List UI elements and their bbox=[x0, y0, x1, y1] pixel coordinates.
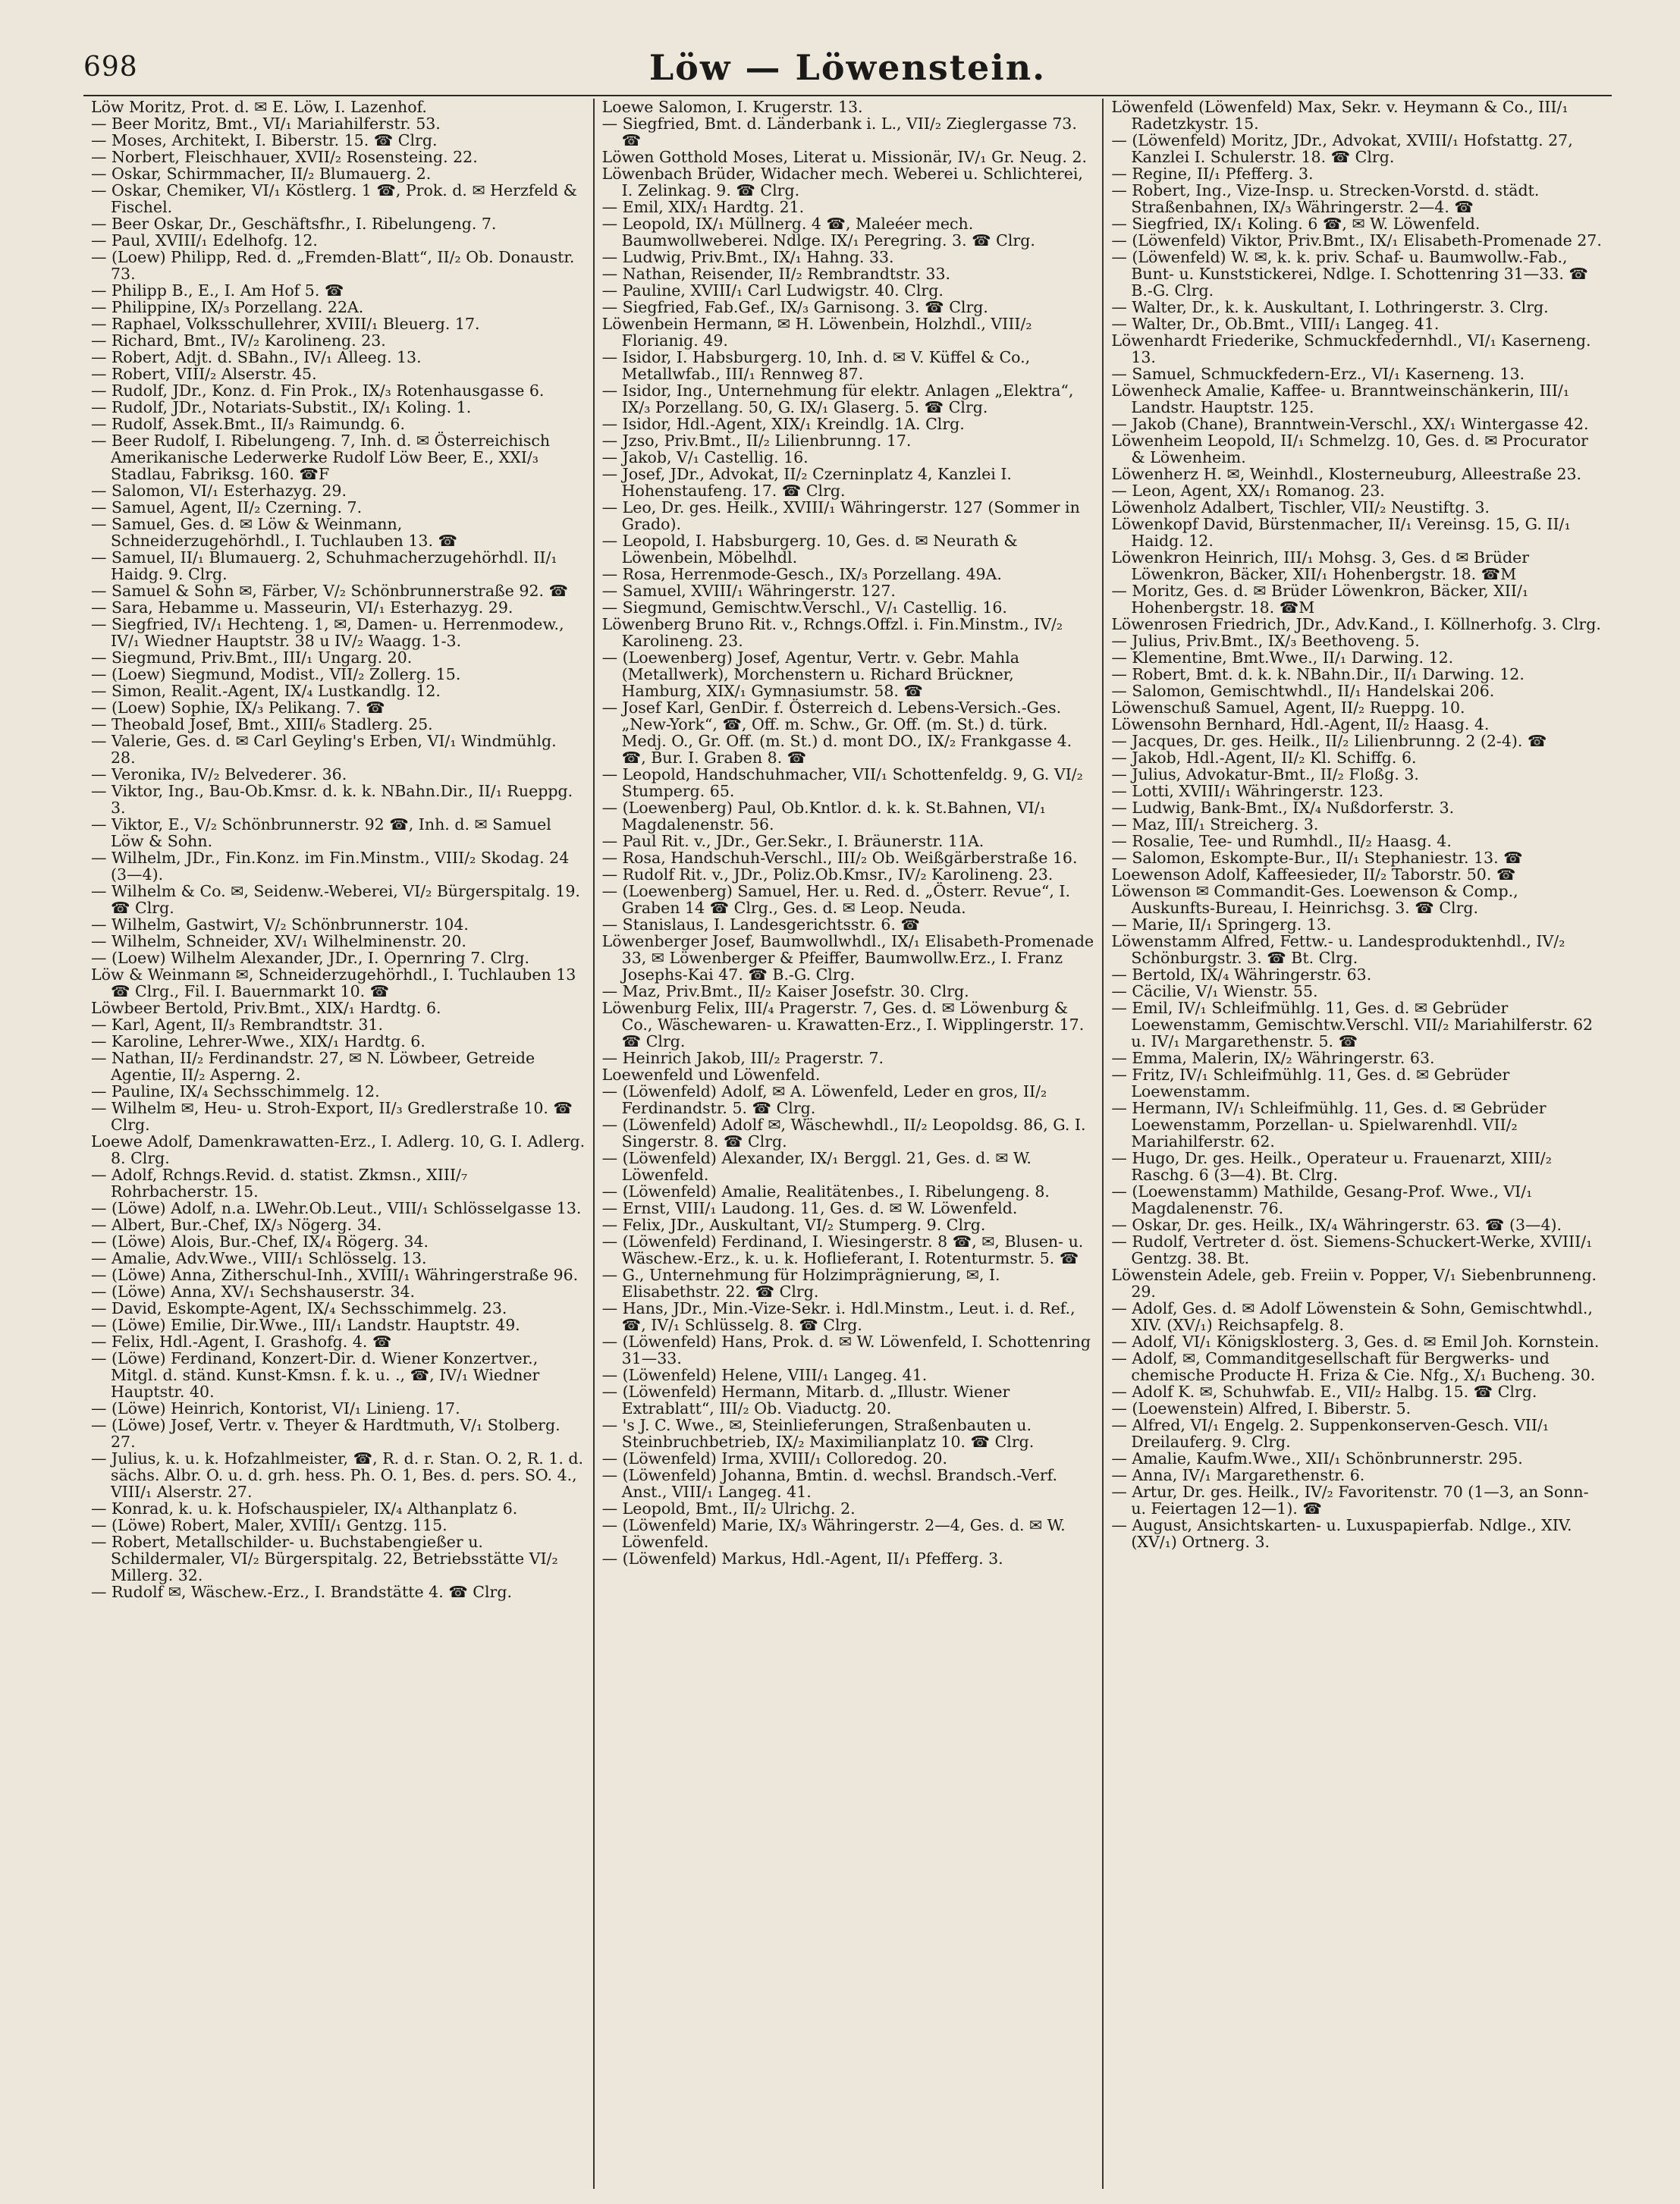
directory-entry: — Amalie, Kaufm.Wwe., XII/₁ Schönbrunnerstr. 295. bbox=[1111, 1449, 1523, 1468]
directory-entry: — Samuel, Schmuckfedern-Erz., VI/₁ Kaserneng. 13. bbox=[1111, 365, 1525, 383]
directory-entry: — (Löwe) Ferdinand, Konzert-Dir. d. Wiener Konzertver., Mitgl. d. ständ. Kunst-Kmsn. f. k. u. ., ☎, IV/₁ Wiedner Hauptstr. 40. bbox=[91, 1349, 540, 1401]
directory-entry: Löwenstamm Alfred, Fettw.- u. Landesproduktenhdl., IV/₂ Schönburgstr. 3. ☎ Bt. Clrg. bbox=[1111, 932, 1565, 967]
directory-entry: — Jakob, V/₁ Castellig. 16. bbox=[601, 448, 809, 466]
directory-entry: — Norbert, Fleischhauer, XVII/₂ Rosensteing. 22. bbox=[91, 148, 478, 166]
directory-entry: — Rudolf, Vertreter d. öst. Siemens-Schuckert-Werke, XVIII/₁ Gentzg. 38. Bt. bbox=[1111, 1232, 1593, 1267]
directory-entry: Löwenheim Leopold, II/₁ Schmelzg. 10, Ges. d. ✉ Procurator & Löwenheim. bbox=[1111, 432, 1588, 466]
directory-entry: — Leo, Dr. ges. Heilk., XVIII/₁ Währingerstr. 127 (Sommer in Grado). bbox=[601, 498, 1080, 533]
directory-entry: Löw & Weinmann ✉, Schneiderzugehörhdl., I. Tuchlauben 13 ☎ Clrg., Fil. I. Bauernmarkt 10. ☎ bbox=[91, 965, 576, 1000]
directory-entry: — (Löwenfeld) W. ✉, k. k. priv. Schaf- u. Baumwollw.-Fab., Bunt- u. Kunststickerei, Ndlge. I. Schottenring 31—33. ☎ B.-G. Clrg. bbox=[1111, 248, 1588, 300]
directory-entry: — G., Unternehmung für Holzimprägnierung, ✉, I. Elisabethstr. 22. ☎ Clrg. bbox=[601, 1266, 1000, 1301]
directory-entry: — Philipp B., E., I. Am Hof 5. ☎ bbox=[91, 281, 344, 300]
directory-entry: — (Löwe) Anna, XV/₁ Sechshauserstr. 34. bbox=[91, 1283, 416, 1301]
directory-entry: — David, Eskompte-Agent, IX/₄ Sechsschimmelg. 23. bbox=[91, 1299, 507, 1317]
directory-entry: — (Löwe) Heinrich, Kontorist, VI/₁ Linieng. 17. bbox=[91, 1399, 460, 1418]
page-number: 698 bbox=[83, 52, 138, 83]
directory-entry: Löwenkopf David, Bürstenmacher, II/₁ Vereinsg. 15, G. II/₁ Haidg. 12. bbox=[1111, 515, 1571, 550]
directory-entry: — Paul, XVIII/₁ Edelhofg. 12. bbox=[91, 231, 318, 250]
directory-entry: — Josef, JDr., Advokat, II/₂ Czerninplatz 4, Kanzlei I. Hohenstaufeng. 17. ☎ Clrg. bbox=[601, 465, 1012, 500]
directory-entry: — (Löwenfeld) Viktor, Priv.Bmt., IX/₁ Elisabeth-Promenade 27. bbox=[1111, 231, 1602, 250]
directory-entry: — Wilhelm ✉, Heu- u. Stroh-Export, II/₃ Gredlerstraße 10. ☎ Clrg. bbox=[91, 1099, 573, 1134]
directory-entry: — Salomon, Gemischtwhdl., II/₁ Handelskai 206. bbox=[1111, 682, 1495, 700]
directory-entry: — Robert, VIII/₂ Alserstr. 45. bbox=[91, 365, 317, 383]
directory-entry: — (Loew) Philipp, Red. d. „Fremden-Blatt“, II/₂ Ob. Donaustr. 73. bbox=[91, 248, 575, 283]
directory-entry: — Leopold, I. Habsburgerg. 10, Ges. d. ✉ Neurath & Löwenbein, Möbelhdl. bbox=[601, 532, 1018, 567]
directory-entry: — (Löwe) Josef, Vertr. v. Theyer & Hardtmuth, V/₁ Stolberg. 27. bbox=[91, 1416, 561, 1451]
directory-entry: — (Löwenfeld) Adolf, ✉ A. Löwenfeld, Leder en gros, II/₂ Ferdinandstr. 5. ☎ Clrg. bbox=[601, 1082, 1047, 1117]
directory-entry: — (Löwe) Emilie, Dir.Wwe., III/₁ Landstr. Hauptstr. 49. bbox=[91, 1316, 520, 1334]
directory-entry: — (Löwenfeld) Moritz, JDr., Advokat, XVIII/₁ Hofstattg. 27, Kanzlei I. Schulerstr. 18. ☎ Clrg. bbox=[1111, 131, 1573, 166]
directory-entry: — Ludwig, Bank-Bmt., IX/₄ Nußdorferstr. 3. bbox=[1111, 799, 1455, 817]
directory-entry: — Siegfried, Bmt. d. Länderbank i. L., VII/₂ Zieglergasse 73. ☎ bbox=[601, 115, 1077, 149]
directory-entry: Löwen Gotthold Moses, Literat u. Missionär, IV/₁ Gr. Neug. 2. bbox=[601, 148, 1088, 166]
directory-entry: — Josef Karl, GenDir. f. Österreich d. Lebens-Versich.-Ges. „New-York“, ☎, Off. m. Schw., Gr. Off. (m. St.) d. türk. Medj. O., Gr. Off. (m. St.) d. mont DO., IX/₂ Frankgasse 4. ☎, Bur. I. Graben 8. ☎ bbox=[601, 699, 1072, 767]
directory-entry: — (Löwenfeld) Alexander, IX/₁ Berggl. 21, Ges. d. ✉ W. Löwenfeld. bbox=[601, 1149, 1032, 1184]
directory-entry: Löwenrosen Friedrich, JDr., Adv.Kand., I. Köllnerhofg. 3. Clrg. bbox=[1111, 615, 1601, 633]
page-title: Löw — Löwenstein. bbox=[648, 47, 1047, 88]
directory-entry: — Robert, Bmt. d. k. k. NBahn.Dir., II/₁ Darwing. 12. bbox=[1111, 665, 1525, 683]
directory-entry: — Bertold, IX/₄ Währingerstr. 63. bbox=[1111, 965, 1372, 984]
directory-entry: — Wilhelm, Gastwirt, V/₂ Schönbrunnerstr. 104. bbox=[91, 915, 469, 934]
directory-entry: Löwenhardt Friederike, Schmuckfedernhdl., VI/₁ Kaserneng. 13. bbox=[1111, 331, 1591, 366]
directory-entry: — Siegmund, Gemischtw.Verschl., V/₁ Castellig. 16. bbox=[601, 598, 1007, 617]
directory-entry: — Theobald Josef, Bmt., XIII/₆ Stadlerg. 25. bbox=[91, 715, 433, 733]
directory-entry: Löwensohn Bernhard, Hdl.-Agent, II/₂ Haasg. 4. bbox=[1111, 715, 1490, 733]
directory-entry: — Rosa, Herrenmode-Gesch., IX/₃ Porzellang. 49A. bbox=[601, 565, 1002, 583]
directory-entry: — Samuel, II/₁ Blumauerg. 2, Schuhmacherzugehörhdl. II/₁ Haidg. 9. Clrg. bbox=[91, 548, 557, 583]
directory-entry: — Valerie, Ges. d. ✉ Carl Geyling's Erben, VI/₁ Windmühlg. 28. bbox=[91, 732, 557, 767]
directory-entry: — Jacques, Dr. ges. Heilk., II/₂ Lilienbrunng. 2 (2-4). ☎ bbox=[1111, 732, 1547, 750]
directory-entry: — Alfred, VI/₁ Engelg. 2. Suppenkonserven-Gesch. VII/₁ Dreilauferg. 9. Clrg. bbox=[1111, 1416, 1550, 1451]
directory-entry: — Beer Moritz, Bmt., VI/₁ Mariahilferstr. 53. bbox=[91, 115, 441, 133]
directory-entry: — Beer Rudolf, I. Ribelungeng. 7, Inh. d. ✉ Österreichisch Amerikanische Lederwerke Rudolf Löw Beer, E., XXI/₃ Stadlau, Fabriksg. 160. ☎F bbox=[91, 432, 551, 483]
directory-entry: — Nathan, Reisender, II/₂ Rembrandtstr. 33. bbox=[601, 265, 951, 283]
directory-entry: Löwenstein Adele, geb. Freiin v. Popper, V/₁ Siebenbrunneng. 29. bbox=[1111, 1266, 1597, 1301]
directory-entry: — Cäcilie, V/₁ Wienstr. 55. bbox=[1111, 982, 1318, 1000]
directory-entry: — Adolf, Ges. d. ✉ Adolf Löwenstein & Sohn, Gemischtwhdl., XIV. (XV/₁) Reichsapfelg. 8. bbox=[1111, 1299, 1593, 1334]
directory-entry: — Philippine, IX/₃ Porzellang. 22A. bbox=[91, 298, 364, 316]
directory-entry: — Maz, III/₁ Streicherg. 3. bbox=[1111, 815, 1319, 834]
directory-entry: — Julius, Advokatur-Bmt., II/₂ Floßg. 3. bbox=[1111, 765, 1419, 783]
directory-entry: — Oskar, Dr. ges. Heilk., IX/₄ Währingerstr. 63. ☎ (3—4). bbox=[1111, 1216, 1562, 1234]
directory-entry: Loewe Adolf, Damenkrawatten-Erz., I. Adlerg. 10, G. I. Adlerg. 8. Clrg. bbox=[91, 1132, 586, 1167]
directory-entry: — Walter, Dr., Ob.Bmt., VIII/₁ Langeg. 41. bbox=[1111, 315, 1440, 333]
directory-entry: — Adolf, Rchngs.Revid. d. statist. Zkmsn., XIII/₇ Rohrbacherstr. 15. bbox=[91, 1166, 468, 1201]
columns bbox=[83, 99, 1612, 2189]
directory-entry: Loewenfeld und Löwenfeld. bbox=[601, 1066, 821, 1084]
directory-entry: — Jzso, Priv.Bmt., II/₂ Lilienbrunng. 17. bbox=[601, 432, 912, 450]
directory-entry: — (Löwenfeld) Johanna, Bmtin. d. wechsl. Brandsch.-Verf. Anst., VIII/₁ Langeg. 41. bbox=[601, 1466, 1058, 1501]
directory-entry: — Paul Rit. v., JDr., Ger.Sekr., I. Bräunerstr. 11A. bbox=[601, 832, 984, 850]
directory-entry: — (Löwenfeld) Hans, Prok. d. ✉ W. Löwenfeld, I. Schottenring 31—33. bbox=[601, 1333, 1091, 1367]
directory-entry: — (Loew) Siegmund, Modist., VII/₂ Zollerg. 15. bbox=[91, 665, 461, 683]
directory-entry: — Viktor, E., V/₂ Schönbrunnerstr. 92 ☎, Inh. d. ✉ Samuel Löw & Sohn. bbox=[91, 815, 551, 850]
directory-entry: — Felix, Hdl.-Agent, I. Grashofg. 4. ☎ bbox=[91, 1333, 392, 1351]
directory-entry: — August, Ansichtskarten- u. Luxuspapierfab. Ndlge., XIV. (XV/₁) Ortnerg. 3. bbox=[1111, 1516, 1572, 1551]
directory-entry: Loewe Salomon, I. Krugerstr. 13. bbox=[601, 99, 863, 116]
directory-entry: — (Löwenfeld) Ferdinand, I. Wiesingerstr. 8 ☎, ✉, Blusen- u. Wäschew.-Erz., k. u. k. Hoflieferant, I. Rotenturmstr. 5. ☎ bbox=[601, 1232, 1084, 1267]
directory-entry: — Rudolf, JDr., Konz. d. Fin Prok., IX/₃ Rotenhausgasse 6. bbox=[91, 381, 545, 400]
directory-entry: — Moses, Architekt, I. Biberstr. 15. ☎ Clrg. bbox=[91, 131, 438, 149]
directory-entry: Löwenfeld (Löwenfeld) Max, Sekr. v. Heymann & Co., III/₁ Radetzkystr. 15. bbox=[1111, 99, 1569, 133]
directory-entry: — Heinrich Jakob, III/₂ Pragerstr. 7. bbox=[601, 1049, 884, 1067]
directory-entry: — (Loewenberg) Josef, Agentur, Vertr. v. Gebr. Mahla (Metallwerk), Morchenstern u. Richard Brückner, Hamburg, XIX/₁ Gymnasiumstr. 58. ☎ bbox=[601, 648, 1019, 700]
directory-entry: — Konrad, k. u. k. Hofschauspieler, IX/₄ Althanplatz 6. bbox=[91, 1499, 518, 1518]
directory-entry: — (Löwe) Adolf, n.a. LWehr.Ob.Leut., VIII/₁ Schlösselgasse 13. bbox=[91, 1199, 582, 1217]
directory-entry: — Siegmund, Priv.Bmt., III/₁ Ungarg. 20. bbox=[91, 648, 413, 667]
directory-entry: — Pauline, XVIII/₁ Carl Ludwigstr. 40. Clrg. bbox=[601, 281, 944, 300]
directory-entry: — Samuel, XVIII/₁ Währingerstr. 127. bbox=[601, 582, 896, 600]
directory-entry: — Leopold, IX/₁ Müllnerg. 4 ☎, Maleéer mech. Baumwollweberei. Ndlge. IX/₁ Peregring. 3. ☎ Clrg. bbox=[601, 215, 1035, 250]
directory-entry: — Karl, Agent, II/₃ Rembrandtstr. 31. bbox=[91, 1016, 383, 1034]
directory-entry: — Emil, XIX/₁ Hardtg. 21. bbox=[601, 198, 805, 216]
directory-entry: — Robert, Metallschilder- u. Buchstabengießer u. Schildermaler, VI/₂ Bürgerspitalg. 22, Betriebsstätte VI/₂ Millerg. 32. bbox=[91, 1533, 558, 1584]
directory-entry: Löwenholz Adalbert, Tischler, VII/₂ Neustiftg. 3. bbox=[1111, 498, 1490, 516]
directory-entry: Löwenberger Josef, Baumwollwhdl., IX/₁ Elisabeth-Promenade 33, ✉ Löwenberger & Pfeiffer, Baumwollw.Erz., I. Franz Josephs-Kai 47. ☎ B.-G. Clrg. bbox=[601, 932, 1094, 984]
directory-entry: — Marie, II/₁ Springerg. 13. bbox=[1111, 915, 1332, 934]
directory-entry: — Samuel, Agent, II/₂ Czerning. 7. bbox=[91, 498, 363, 516]
directory-entry: — (Löwenfeld) Hermann, Mitarb. d. „Illustr. Wiener Extrablatt“, III/₂ Ob. Viaductg. 20. bbox=[601, 1383, 1010, 1418]
directory-entry: — Rudolf Rit. v., JDr., Poliz.Ob.Kmsr., IV/₂ Karolineng. 23. bbox=[601, 865, 1054, 884]
directory-entry: Löwenherz H. ✉, Weinhdl., Klosterneuburg, Alleestraße 23. bbox=[1111, 465, 1582, 483]
directory-entry: — Adolf K. ✉, Schuhwfab. E., VII/₂ Halbg. 15. ☎ Clrg. bbox=[1111, 1383, 1537, 1401]
directory-entry: — Julius, k. u. k. Hofzahlmeister, ☎, R. d. r. Stan. O. 2, R. 1. d. sächs. Albr. O. u. d. grh. hess. Ph. O. 1, Bes. d. pers. SO. 4., VIII/₁ Alserstr. 27. bbox=[91, 1449, 584, 1501]
directory-entry: — (Löwe) Alois, Bur.-Chef, IX/₄ Rögerg. 34. bbox=[91, 1232, 429, 1251]
directory-entry: — Rosalie, Tee- und Rumhdl., II/₂ Haasg. 4. bbox=[1111, 832, 1452, 850]
directory-entry: — Isidor, Hdl.-Agent, XIX/₁ Kreindlg. 1A. Clrg. bbox=[601, 415, 965, 433]
directory-entry: Löwenbach Brüder, Widacher mech. Weberei u. Schlichterei, I. Zelinkag. 9. ☎ Clrg. bbox=[601, 165, 1083, 199]
directory-entry: — Ernst, VIII/₁ Laudong. 11, Ges. d. ✉ W. Löwenfeld. bbox=[601, 1199, 1018, 1217]
directory-entry: — Jakob (Chane), Branntwein-Verschl., XX/₁ Wintergasse 42. bbox=[1111, 415, 1589, 433]
directory-entry: — Emil, IV/₁ Schleifmühlg. 11, Ges. d. ✉ Gebrüder Loewenstamm, Gemischtw.Verschl. VII/₂ Mariahilferstr. 62 u. IV/₁ Margarethenstr. 5. ☎ bbox=[1111, 999, 1594, 1050]
directory-entry: — Isidor, I. Habsburgerg. 10, Inh. d. ✉ V. Küffel & Co., Metallwfab., III/₁ Rennweg 87. bbox=[601, 348, 1031, 383]
directory-entry: — Hans, JDr., Min.-Vize-Sekr. i. Hdl.Minstm., Leut. i. d. Ref., ☎, IV/₁ Schlüsselg. 8. ☎ Clrg. bbox=[601, 1299, 1076, 1334]
directory-entry: — Amalie, Adv.Wwe., VIII/₁ Schlösselg. 13. bbox=[91, 1249, 427, 1267]
directory-entry: — Salomon, VI/₁ Esterhazyg. 29. bbox=[91, 482, 347, 500]
directory-entry: — Robert, Ing., Vize-Insp. u. Strecken-Vorstd. d. städt. Straßenbahnen, IX/₃ Währingerstr. 2—4. ☎ bbox=[1111, 181, 1540, 216]
directory-entry: — Leopold, Handschuhmacher, VII/₁ Schottenfeldg. 9, G. VI/₂ Stumperg. 65. bbox=[601, 765, 1083, 800]
directory-entry: Löwenburg Felix, III/₄ Pragerstr. 7, Ges. d. ✉ Löwenburg & Co., Wäschewaren- u. Krawatten-Erz., I. Wipplingerstr. 17. ☎ Clrg. bbox=[601, 999, 1085, 1050]
directory-entry: — Moritz, Ges. d. ✉ Brüder Löwenkron, Bäcker, XII/₁ Hohenbergstr. 18. ☎M bbox=[1111, 582, 1529, 617]
directory-entry: — Wilhelm, Schneider, XV/₁ Wilhelminenstr. 20. bbox=[91, 932, 466, 950]
directory-entry: — Oskar, Chemiker, VI/₁ Köstlerg. 1 ☎, Prok. d. ✉ Herzfeld & Fischel. bbox=[91, 181, 577, 216]
directory-entry: — Wilhelm & Co. ✉, Seidenw.-Weberei, VI/₂ Bürgerspitalg. 19. ☎ Clrg. bbox=[91, 882, 580, 917]
directory-entry: — Klementine, Bmt.Wwe., II/₁ Darwing. 12. bbox=[1111, 648, 1454, 667]
directory-entry: — Maz, Priv.Bmt., II/₂ Kaiser Josefstr. 30. Clrg. bbox=[601, 982, 969, 1000]
directory-entry: — Felix, JDr., Auskultant, VI/₂ Stumperg. 9. Clrg. bbox=[601, 1216, 986, 1234]
directory-entry: — (Löwe) Anna, Zitherschul-Inh., XVIII/₁ Währingerstraße 96. bbox=[91, 1266, 579, 1284]
directory-entry: — Fritz, IV/₁ Schleifmühlg. 11, Ges. d. ✉ Gebrüder Loewenstamm. bbox=[1111, 1066, 1510, 1100]
directory-entry: — Rudolf, JDr., Notariats-Substit., IX/₁ Koling. 1. bbox=[91, 398, 472, 416]
directory-entry: — Veronika, IV/₂ Belvederег. 36. bbox=[91, 765, 347, 783]
directory-entry: — Pauline, IX/₄ Sechsschimmelg. 12. bbox=[91, 1082, 380, 1100]
directory-entry: — Robert, Adjt. d. SBahn., IV/₁ Alleeg. 13. bbox=[91, 348, 422, 366]
directory-entry: — Beer Oskar, Dr., Geschäftsfhr., I. Ribelungeng. 7. bbox=[91, 215, 497, 233]
directory-entry: — Nathan, II/₂ Ferdinandstr. 27, ✉ N. Löwbeer, Getreide Agentie, II/₂ Asperng. 2. bbox=[91, 1049, 535, 1084]
directory-entry: — Wilhelm, JDr., Fin.Konz. im Fin.Minstm., VIII/₂ Skodag. 24 (3—4). bbox=[91, 849, 570, 884]
directory-entry: Löwenbein Hermann, ✉ H. Löwenbein, Holzhdl., VIII/₂ Florianig. 49. bbox=[601, 315, 1032, 350]
directory-entry: — Adolf, ✉, Commanditgesellschaft für Bergwerks- und chemische Producte H. Friza & Cie. Nfg., X/₁ Bucheng. 30. bbox=[1111, 1349, 1596, 1384]
directory-entry: Löwenschuß Samuel, Agent, II/₂ Rueppg. 10. bbox=[1111, 699, 1465, 717]
directory-entry: — (Löwenfeld) Irma, XVIII/₁ Colloredog. 20. bbox=[601, 1449, 947, 1468]
directory-entry: — Rosa, Handschuh-Verschl., III/₂ Ob. Weißgärberstraße 16. bbox=[601, 849, 1078, 867]
column-2 bbox=[593, 99, 1103, 2189]
directory-entry: — Samuel, Ges. d. ✉ Löw & Weinmann, Schneiderzugehörhdl., I. Tuchlauben 13. ☎ bbox=[91, 515, 458, 550]
directory-entry: — Viktor, Ing., Bau-Ob.Kmsr. d. k. k. NBahn.Dir., II/₁ Rueppg. 3. bbox=[91, 782, 573, 817]
directory-entry: — Isidor, Ing., Unternehmung für elektr. Anlagen „Elektra“, IX/₃ Porzellang. 50, G. IX/₁ Glaserg. 5. ☎ Clrg. bbox=[601, 381, 1074, 416]
directory-entry: Löwenheck Amalie, Kaffee- u. Branntweinschänkerin, III/₁ Landstr. Hauptstr. 125. bbox=[1111, 381, 1570, 416]
directory-entry: — Regine, II/₁ Pfefferg. 3. bbox=[1111, 165, 1314, 183]
directory-entry: — (Löwenfeld) Markus, Hdl.-Agent, II/₁ Pfefferg. 3. bbox=[601, 1549, 1003, 1568]
directory-entry: — Jakob, Hdl.-Agent, II/₂ Kl. Schiffg. 6. bbox=[1111, 749, 1417, 767]
directory-entry: — (Loew) Sophie, IX/₃ Pelikang. 7. ☎ bbox=[91, 699, 385, 717]
directory-entry: — Adolf, VI/₁ Königsklosterg. 3, Ges. d. ✉ Emil Joh. Kornstein. bbox=[1111, 1333, 1600, 1351]
directory-entry: Loewenson Adolf, Kaffeesieder, II/₂ Taborstr. 50. ☎ bbox=[1111, 865, 1516, 884]
directory-entry: — (Löwenfeld) Adolf ✉, Wäschewhdl., II/₂ Leopoldsg. 86, G. I. Singerstr. 8. ☎ Clrg. bbox=[601, 1116, 1086, 1151]
directory-entry: Löwenberg Bruno Rit. v., Rchngs.Offzl. i. Fin.Minstm., IV/₂ Karolineng. 23. bbox=[601, 615, 1063, 650]
directory-entry: — Sara, Hebamme u. Masseurin, VI/₁ Esterhazyg. 29. bbox=[91, 598, 513, 617]
directory-entry: — Oskar, Schirmmacher, II/₂ Blumauerg. 2. bbox=[91, 165, 432, 183]
directory-entry: Löwenkron Heinrich, III/₁ Mohsg. 3, Ges. d ✉ Brüder Löwenkron, Bäcker, XII/₁ Hohenbergstr. 18. ☎M bbox=[1111, 548, 1530, 583]
column-1 bbox=[83, 99, 593, 2189]
directory-entry: — Siegfried, IV/₁ Hechteng. 1, ✉, Damen- u. Herrenmodew., IV/₁ Wiedner Hauptstr. 38 u IV/₂ Waagg. 1-3. bbox=[91, 615, 564, 650]
directory-entry: — (Loewenberg) Paul, Ob.Kntlor. d. k. k. St.Bahnen, VI/₁ Magdalenenstr. 56. bbox=[601, 799, 1046, 834]
directory-entry: — Julius, Priv.Bmt., IX/₃ Beethoveng. 5. bbox=[1111, 632, 1420, 650]
directory-entry: — Walter, Dr., k. k. Auskultant, I. Lothringerstr. 3. Clrg. bbox=[1111, 298, 1549, 316]
directory-entry: — Rudolf ✉, Wäschew.-Erz., I. Brandstätte 4. ☎ Clrg. bbox=[91, 1583, 512, 1601]
directory-entry: — Emma, Malerin, IX/₂ Währingerstr. 63. bbox=[1111, 1049, 1435, 1067]
directory-entry: Löwenson ✉ Commandit-Ges. Loewenson & Comp., Auskunfts-Bureau, I. Heinrichsg. 3. ☎ Clrg. bbox=[1111, 882, 1518, 917]
header-rule bbox=[83, 95, 1612, 96]
directory-entry: — Samuel & Sohn ✉, Färber, V/₂ Schönbrunnerstraße 92. ☎ bbox=[91, 582, 569, 600]
directory-entry: — (Löwenfeld) Amalie, Realitätenbes., I. Ribelungeng. 8. bbox=[601, 1182, 1050, 1201]
directory-entry: — 's J. C. Wwe., ✉, Steinlieferungen, Straßenbauten u. Steinbruchbetrieb, IX/₂ Maximilianplatz 10. ☎ Clrg. bbox=[601, 1416, 1035, 1451]
directory-entry: — Hugo, Dr. ges. Heilk., Operateur u. Frauenarzt, XIII/₂ Raschg. 6 (3—4). Bt. Clrg. bbox=[1111, 1149, 1552, 1184]
directory-entry: — Simon, Realit.-Agent, IX/₄ Lustkandlg. 12. bbox=[91, 682, 441, 700]
directory-entry: — (Loew) Wilhelm Alexander, JDr., I. Opernring 7. Clrg. bbox=[91, 949, 530, 967]
directory-entry: Löw Moritz, Prot. d. ✉ E. Löw, I. Lazenhof. bbox=[91, 99, 427, 116]
directory-entry: — (Loewenstein) Alfred, I. Biberstr. 5. bbox=[1111, 1399, 1412, 1418]
directory-entry: — Lotti, XVIII/₁ Währingerstr. 123. bbox=[1111, 782, 1383, 800]
directory-entry: — Anna, IV/₁ Margarethenstr. 6. bbox=[1111, 1466, 1365, 1484]
directory-entry: — Raphael, Volksschullehrer, XVIII/₁ Bleuerg. 17. bbox=[91, 315, 480, 333]
column-3 bbox=[1102, 99, 1612, 2189]
directory-entry: — Leon, Agent, XX/₁ Romanog. 23. bbox=[1111, 482, 1385, 500]
directory-entry: — Richard, Bmt., IV/₂ Karolineng. 23. bbox=[91, 331, 386, 350]
directory-entry: — (Löwe) Robert, Maler, XVIII/₁ Gentzg. 115. bbox=[91, 1516, 447, 1534]
directory-entry: — Albert, Bur.-Chef, IX/₃ Nögerg. 34. bbox=[91, 1216, 382, 1234]
directory-entry: — (Loewenstamm) Mathilde, Gesang-Prof. Wwe., VI/₁ Magdalenenstr. 76. bbox=[1111, 1182, 1533, 1217]
directory-entry: — Leopold, Bmt., II/₂ Ulrichg. 2. bbox=[601, 1499, 856, 1518]
directory-entry: Löwbeer Bertold, Priv.Bmt., XIX/₁ Hardtg. 6. bbox=[91, 999, 441, 1017]
directory-entry: — Rudolf, Assek.Bmt., II/₃ Raimundg. 6. bbox=[91, 415, 405, 433]
directory-entry: — (Löwenfeld) Helene, VIII/₁ Langeg. 41. bbox=[601, 1366, 928, 1384]
directory-entry: — Artur, Dr. ges. Heilk., IV/₂ Favoritenstr. 70 (1—3, an Sonn- u. Feiertagen 12—1). ☎ bbox=[1111, 1483, 1589, 1518]
directory-entry: — Hermann, IV/₁ Schleifmühlg. 11, Ges. d. ✉ Gebrüder Loewenstamm, Porzellan- u. Spielwarenhdl. VII/₂ Mariahilferstr. 62. bbox=[1111, 1099, 1547, 1151]
directory-entry: — Siegfried, IX/₁ Koling. 6 ☎, ✉ W. Löwenfeld. bbox=[1111, 215, 1481, 233]
directory-entry: — Siegfried, Fab.Gef., IX/₃ Garnisong. 3. ☎ Clrg. bbox=[601, 298, 988, 316]
directory-entry: — Ludwig, Priv.Bmt., IX/₁ Hahng. 33. bbox=[601, 248, 894, 266]
directory-entry: — (Löwenfeld) Marie, IX/₃ Währingerstr. 2—4, Ges. d. ✉ W. Löwenfeld. bbox=[601, 1516, 1066, 1551]
page-header bbox=[83, 47, 1612, 93]
directory-entry: — (Loewenberg) Samuel, Her. u. Red. d. „Österr. Revue“, I. Graben 14 ☎ Clrg., Ges. d. ✉ Leop. Neuda. bbox=[601, 882, 1070, 917]
directory-entry: — Stanislaus, I. Landesgerichtsstr. 6. ☎ bbox=[601, 915, 920, 934]
directory-entry: — Karoline, Lehrer-Wwe., XIX/₁ Hardtg. 6. bbox=[91, 1032, 425, 1050]
directory-entry: — Salomon, Eskompte-Bur., II/₁ Stephaniestr. 13. ☎ bbox=[1111, 849, 1523, 867]
